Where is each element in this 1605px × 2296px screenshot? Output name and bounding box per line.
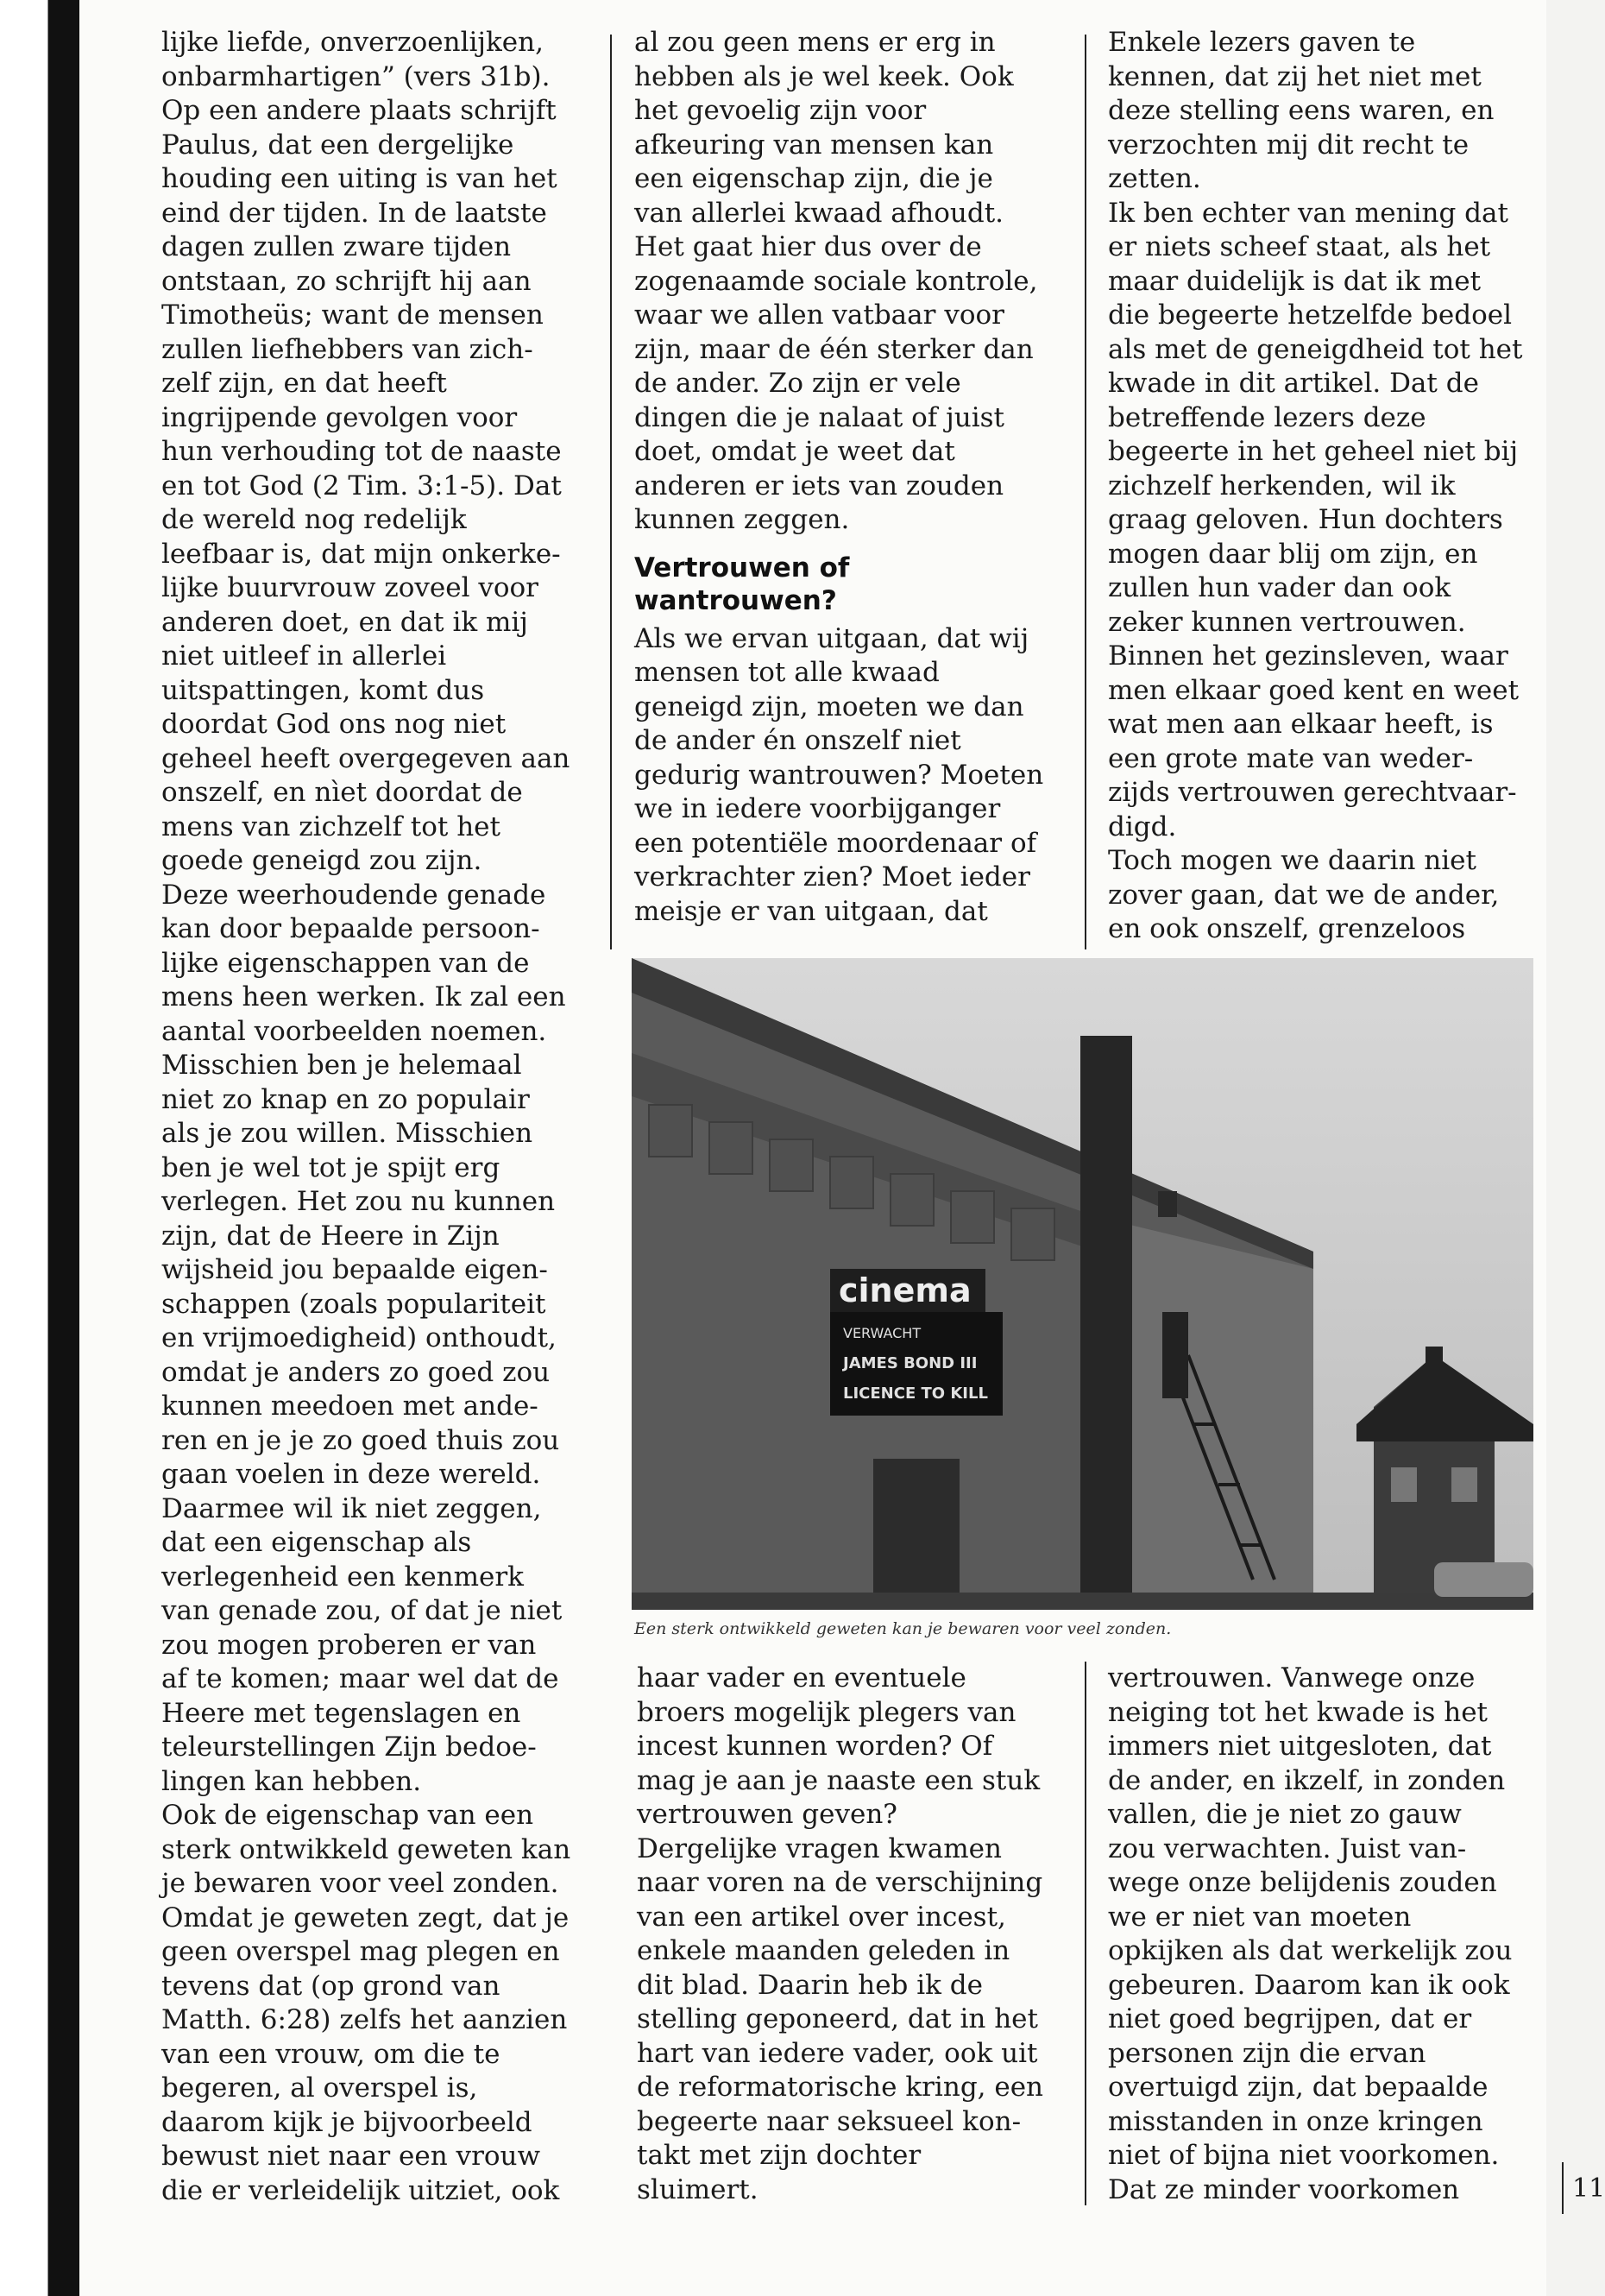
marquee-line-1: VERWACHT	[843, 1325, 922, 1341]
text-line: zijn, dat de Heere in Zijn	[161, 1220, 500, 1252]
text-line: vertrouwen geven?	[637, 1799, 897, 1830]
text-line: leefbaar is, dat mijn onkerke-	[161, 538, 561, 570]
text-line: vertrouwen. Vanwege onze	[1108, 1662, 1476, 1694]
column-1	[161, 26, 584, 2208]
text-line: als met de geneigdheid tot het	[1108, 333, 1523, 365]
text-line: Het gaat hier dus over de	[634, 231, 982, 262]
text-line: het gevoelig zijn voor	[634, 95, 927, 126]
text-line: Paulus, dat een dergelijke	[161, 129, 514, 161]
text-line: teleurstellingen Zijn bedoe-	[161, 1731, 537, 1763]
column-3-top	[1108, 26, 1539, 947]
text-line: begeren, al overspel is,	[161, 2072, 478, 2104]
text-line: doordat God ons nog niet	[161, 709, 507, 740]
text-line: incest kunnen worden? Of	[637, 1731, 993, 1762]
text-line: gaan voelen in deze wereld.	[161, 1459, 541, 1490]
column-2-text	[634, 26, 1057, 538]
text-line: neiging tot het kwade is het	[1108, 1696, 1488, 1728]
text-line: mens van zichzelf tot het	[161, 811, 500, 842]
text-line: anderen doet, en dat ik mij	[161, 606, 528, 638]
text-line: personen zijn die ervan	[1108, 2037, 1426, 2069]
text-line: zullen hun vader dan ook	[1108, 572, 1451, 603]
text-line: maar duidelijk is dat ik met	[1108, 265, 1482, 297]
text-line: geen overspel mag plegen en	[161, 1936, 560, 1967]
text-line: wijsheid jou bepaalde eigen-	[161, 1254, 548, 1285]
text-line: overtuigd zijn, dat bepaalde	[1108, 2072, 1489, 2103]
text-line: Ook de eigenschap van een	[161, 1800, 534, 1831]
section-subheading	[634, 552, 1057, 617]
text-line: gebeuren. Daarom kan ik ook	[1108, 1969, 1510, 2001]
text-line: als je zou willen. Misschien	[161, 1118, 533, 1149]
text-line: kwade in dit artikel. Dat de	[1108, 368, 1479, 399]
text-line: dit blad. Daarin heb ik de	[637, 1969, 983, 2001]
column-2-top	[634, 26, 1057, 929]
text-line: begeerte naar seksueel kon-	[637, 2105, 1022, 2137]
text-line: zijds vertrouwen gerechtvaar-	[1108, 777, 1517, 808]
text-line: Toch mogen we daarin niet	[1108, 845, 1476, 876]
text-line: de ander én onszelf niet	[634, 725, 961, 756]
text-line: Enkele lezers gaven te	[1108, 27, 1416, 58]
text-line: digd.	[1108, 811, 1177, 842]
text-line: aantal voorbeelden noemen.	[161, 1015, 547, 1047]
column-2-bottom	[637, 1662, 1068, 2207]
cinema-door	[873, 1459, 960, 1610]
text-line: uitspattingen, komt dus	[161, 674, 485, 706]
text-line: we er niet van moeten	[1108, 1901, 1412, 1933]
text-line: een eigenschap zijn, die je	[634, 163, 993, 194]
text-line: ben je wel tot je spijt erg	[161, 1151, 500, 1183]
text-line: verlegen. Het zou nu kunnen	[161, 1186, 556, 1217]
text-line: deze stelling eens waren, en	[1108, 95, 1495, 126]
text-line: hebben als je wel keek. Ook	[634, 60, 1014, 92]
text-line: Daarmee wil ik niet zeggen,	[161, 1492, 542, 1524]
text-line: Dergelijke vragen kwamen	[637, 1832, 1002, 1864]
text-line: wege onze belijdenis zouden	[1108, 1867, 1497, 1898]
text-line: een grote mate van weder-	[1108, 742, 1474, 774]
page-number-rule	[1562, 2162, 1564, 2214]
text-line: Timotheüs; want de mensen	[161, 300, 544, 331]
text-line: er niets scheef staat, als het	[1108, 231, 1491, 262]
text-line: af te komen; maar wel dat de	[161, 1663, 559, 1694]
text-line: daarom kijk je bijvoorbeeld	[161, 2106, 532, 2138]
text-line: die er verleidelijk uitziet, ook	[161, 2174, 560, 2206]
text-line: hun verhouding tot de naaste	[161, 436, 562, 467]
text-line: niet goed begrijpen, dat er	[1108, 2003, 1472, 2034]
text-line: niet of bijna niet voorkomen.	[1108, 2140, 1500, 2171]
text-line: van een artikel over incest,	[637, 1901, 1006, 1933]
text-line: misstanden in onze kringen	[1108, 2105, 1483, 2137]
binding-spine	[0, 0, 79, 2296]
text-line: doet, omdat je weet dat	[634, 436, 955, 467]
text-line: mogen daar blij om zijn, en	[1108, 538, 1478, 570]
column-rule	[610, 35, 612, 949]
text-line: vallen, die je niet zo gauw	[1108, 1799, 1462, 1830]
text-line: betreffende lezers deze	[1108, 401, 1426, 433]
text-line: Omdat je geweten zegt, dat je	[161, 1902, 570, 1933]
text-line: Matth. 6:28) zelfs het aanzien	[161, 2004, 568, 2035]
text-line: naar voren na de verschijning	[637, 1867, 1043, 1898]
text-line: van allerlei kwaad afhoudt.	[634, 197, 1004, 229]
text-line: Ik ben echter van mening dat	[1108, 197, 1508, 229]
photo-caption: Een sterk ontwikkeld geweten kan je bewaren voor veel zonden.	[634, 1619, 1172, 1638]
text-line: enkele maanden geleden in	[637, 1935, 1010, 1966]
text-line: dingen die je nalaat of juist	[634, 401, 1004, 433]
text-line: kunnen zeggen.	[634, 504, 850, 535]
text-line: Heere met tegenslagen en	[161, 1697, 521, 1729]
text-line: stelling geponeerd, dat in het	[637, 2003, 1038, 2034]
text-line: zou verwachten. Juist van-	[1108, 1832, 1467, 1864]
column-3-bottom	[1108, 1662, 1539, 2207]
text-line: lijke buurvrouw zoveel voor	[161, 572, 538, 603]
text-line: geneigd zijn, moeten we dan	[634, 691, 1024, 722]
text-line: mens heen werken. Ik zal een	[161, 981, 566, 1012]
text-line: Op een andere plaats schrijft	[161, 95, 557, 126]
text-line: verkrachter zien? Moet ieder	[634, 861, 1030, 893]
text-line: sluimert.	[637, 2173, 758, 2205]
text-line: Binnen het gezinsleven, waar	[1108, 640, 1508, 672]
page-number: 11	[1572, 2173, 1605, 2204]
text-line: ren en je je zo goed thuis zou	[161, 1424, 560, 1456]
text-line: waar we allen vatbaar voor	[634, 300, 1004, 331]
text-line: je bewaren voor veel zonden.	[161, 1868, 559, 1899]
text-line: verzochten mij dit recht te	[1108, 129, 1470, 161]
text-line: ingrijpende gevolgen voor	[161, 401, 518, 433]
cinema-sign-title: cinema	[839, 1271, 972, 1309]
text-line: onszelf, en nìet doordat de	[161, 777, 523, 808]
text-line: men elkaar goed kent en weet	[1108, 674, 1520, 706]
text-line: hart van iedere vader, ook uit	[637, 2037, 1038, 2069]
text-line: afkeuring van mensen kan	[634, 129, 994, 161]
text-line: haar vader en eventuele	[637, 1662, 966, 1694]
text-line: bewust niet naar een vrouw	[161, 2141, 541, 2172]
column-2-text-continued	[634, 622, 1057, 930]
text-line: meisje er van uitgaan, dat	[634, 895, 988, 927]
text-line: lijke liefde, onverzoenlijken,	[161, 27, 544, 58]
cinema-photo	[632, 958, 1533, 1610]
text-line: ontstaan, zo schrijft hij aan	[161, 265, 532, 297]
text-line: tevens dat (op grond van	[161, 1970, 500, 2002]
text-line: zelf zijn, en dat heeft	[161, 368, 447, 399]
text-line: onbarmhartigen” (vers 31b).	[161, 60, 551, 92]
text-line: van genade zou, of dat je niet	[161, 1595, 563, 1626]
text-line: omdat je anders zo goed zou	[161, 1356, 551, 1388]
text-line: graag geloven. Hun dochters	[1108, 504, 1503, 535]
text-line: sterk ontwikkeld geweten kan	[161, 1833, 571, 1865]
text-line: gedurig wantrouwen? Moeten	[634, 759, 1044, 791]
text-line: wat men aan elkaar heeft, is	[1108, 709, 1494, 740]
text-line: mensen tot alle kwaad	[634, 657, 940, 688]
text-line: broers mogelijk plegers van	[637, 1696, 1016, 1728]
text-line: Misschien ben je helemaal	[161, 1050, 522, 1081]
text-line: de wereld nog redelijk	[161, 504, 467, 535]
text-line: kan door bepaalde persoon-	[161, 913, 540, 944]
text-line: die begeerte hetzelfde bedoel	[1108, 300, 1512, 331]
text-line: zover gaan, dat we de ander,	[1108, 879, 1500, 911]
text-line: lingen kan hebben.	[161, 1765, 422, 1797]
text-line: houding een uiting is van het	[161, 163, 557, 194]
text-line: schappen (zoals populariteit	[161, 1288, 546, 1320]
text-line: zijn, maar de één sterker dan	[634, 333, 1034, 365]
subheading-line-2: wantrouwen?	[634, 584, 837, 616]
text-line: opkijken als dat werkelijk zou	[1108, 1935, 1513, 1966]
text-line: niet zo knap en zo populair	[161, 1083, 530, 1115]
text-line: Dat ze minder voorkomen	[1108, 2173, 1460, 2205]
text-line: immers niet uitgesloten, dat	[1108, 1731, 1492, 1762]
marquee-line-3: LICENCE TO KILL	[843, 1385, 988, 1403]
text-line: lijke eigenschappen van de	[161, 947, 530, 979]
text-line: zetten.	[1108, 163, 1201, 194]
text-line: Als we ervan uitgaan, dat wij	[634, 622, 1029, 654]
text-line: zeker kunnen vertrouwen.	[1108, 606, 1466, 638]
text-line: en ook onszelf, grenzeloos	[1108, 913, 1466, 944]
text-line: en tot God (2 Tim. 3:1-5). Dat	[161, 470, 562, 501]
text-line: kennen, dat zij het niet met	[1108, 60, 1482, 92]
subheading-line-1: Vertrouwen of	[634, 552, 850, 583]
text-line: zullen liefhebbers van zich-	[161, 333, 533, 365]
text-line: dat een eigenschap als	[161, 1527, 472, 1558]
text-line: geheel heeft overgegeven aan	[161, 742, 570, 774]
text-line: een potentiële moordenaar of	[634, 827, 1037, 859]
marquee-line-2: JAMES BOND III	[843, 1354, 978, 1372]
text-line: eind der tijden. In de laatste	[161, 197, 547, 229]
text-line: de ander, en ikzelf, in zonden	[1108, 1764, 1506, 1796]
text-line: zogenaamde sociale kontrole,	[634, 265, 1038, 297]
text-line: en vrijmoedigheid) onthoudt,	[161, 1322, 557, 1353]
column-rule	[1085, 35, 1086, 949]
text-line: de reformatorische kring, een	[637, 2072, 1044, 2103]
text-line: kunnen meedoen met ande-	[161, 1391, 538, 1422]
text-line: goede geneigd zou zijn.	[161, 845, 482, 876]
text-line: verlegenheid een kenmerk	[161, 1561, 524, 1593]
text-line: zichzelf herkenden, wil ik	[1108, 470, 1456, 501]
text-line: begeerte in het geheel niet bij	[1108, 436, 1519, 467]
text-line: takt met zijn dochter	[637, 2140, 922, 2171]
text-line: van een vrouw, om die te	[161, 2038, 500, 2070]
text-line: al zou geen mens er erg in	[634, 27, 996, 58]
text-line: anderen er iets van zouden	[634, 470, 1004, 501]
magazine-page	[79, 0, 1605, 2296]
text-line: we in iedere voorbijganger	[634, 793, 1001, 824]
text-line: zou mogen proberen er van	[161, 1629, 537, 1661]
text-line: de ander. Zo zijn er vele	[634, 368, 961, 399]
text-line: niet uitleef in allerlei	[161, 640, 447, 672]
text-line: mag je aan je naaste een stuk	[637, 1764, 1041, 1796]
text-line: dagen zullen zware tijden	[161, 231, 512, 262]
text-line: Deze weerhoudende genade	[161, 879, 546, 911]
column-rule	[1085, 1662, 1086, 2205]
